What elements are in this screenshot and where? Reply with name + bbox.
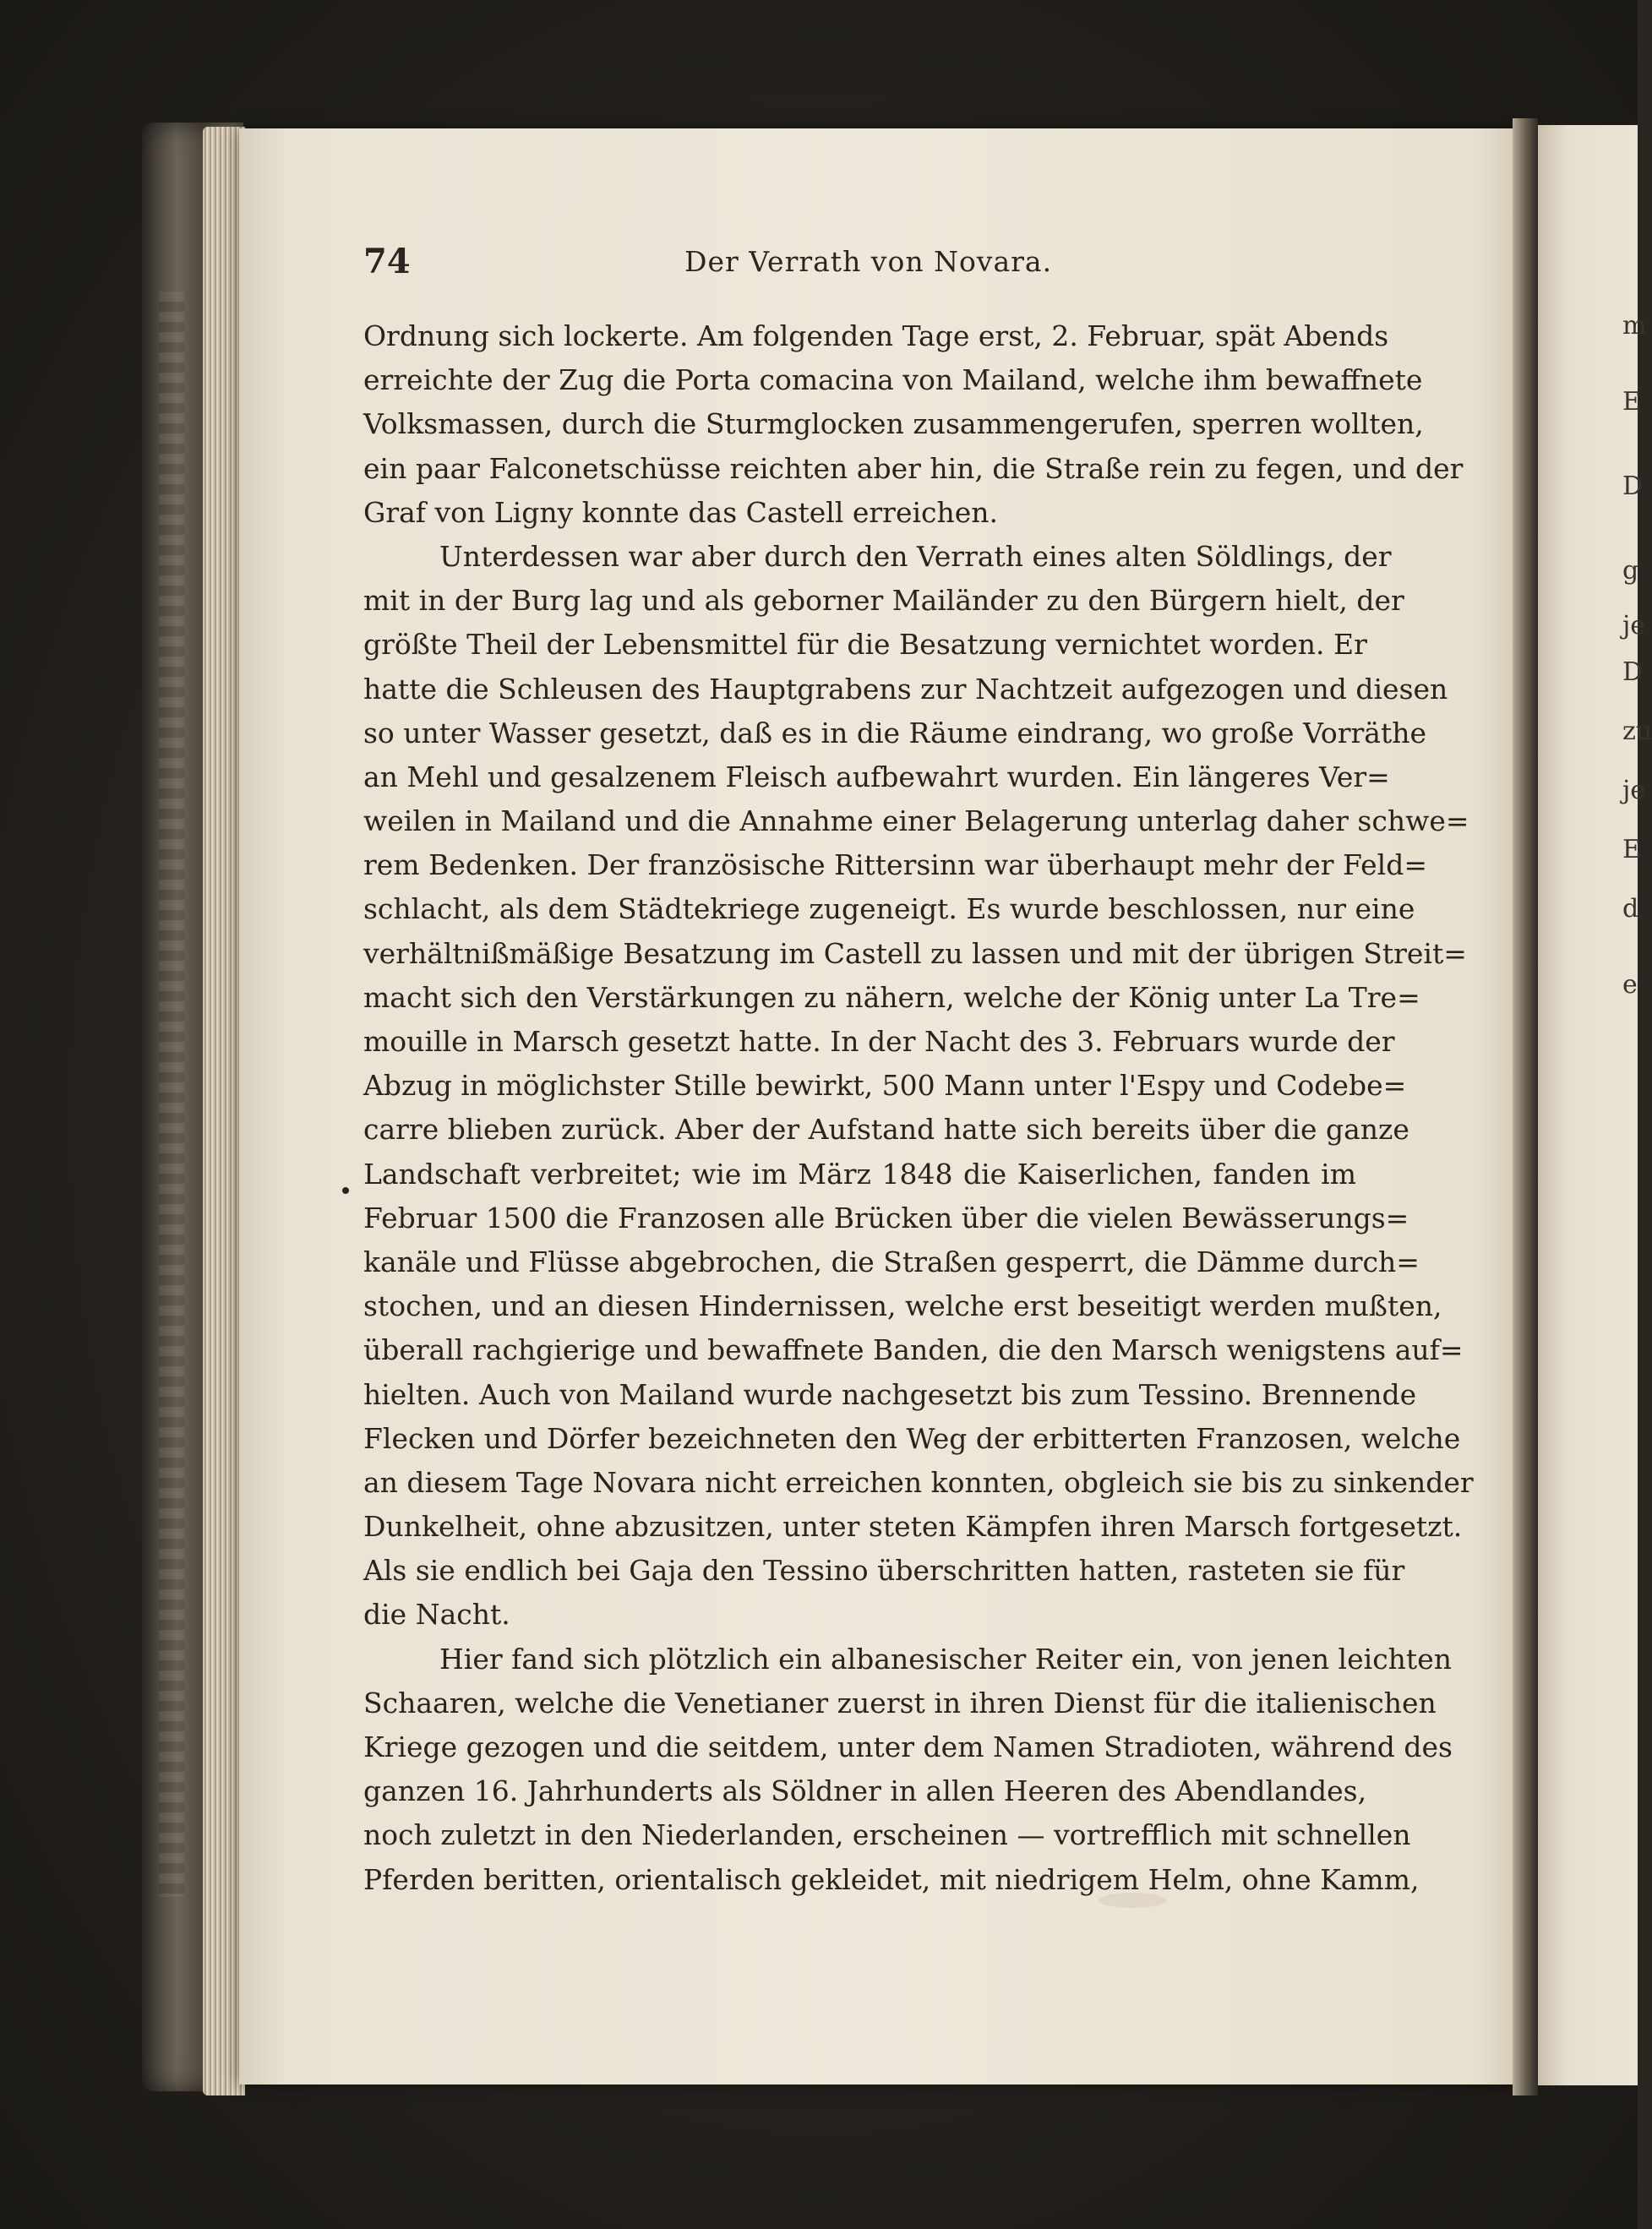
text-line: die Nacht.: [363, 1598, 510, 1632]
text-line: macht sich den Verstärkungen zu nähern, welche der König unter La Tre=: [363, 980, 1420, 1014]
running-head: [363, 242, 1356, 284]
page-number: 74: [363, 242, 411, 281]
facing-page-fragment: D: [1622, 471, 1644, 501]
text-line: Ordnung sich lockerte. Am folgenden Tage erst, 2. Februar, spät Abends: [363, 319, 1389, 352]
text-line: überall rachgierige und bewaffnete Banden, die den Marsch wenigstens auf=: [363, 1333, 1464, 1367]
text-line: Pferden beritten, orientalisch gekleidet, mit niedrigem Helm, ohne Kamm,: [363, 1862, 1420, 1896]
text-line: Unterdessen war aber durch den Verrath eines alten Söldlings, der: [439, 539, 1392, 573]
running-title: Der Verrath von Novara.: [684, 245, 1053, 278]
body-text: [363, 314, 1474, 1902]
facing-page-fragment: zu: [1622, 717, 1652, 746]
facing-page-fragment: je: [1622, 776, 1646, 805]
facing-page-fragment: E: [1622, 387, 1641, 417]
facing-page-fragment: m: [1622, 311, 1647, 341]
paragraph: [363, 314, 1464, 535]
text-line: so unter Wasser gesetzt, daß es in die Räume eindrang, wo große Vorräthe: [363, 716, 1427, 749]
text-line: carre blieben zurück. Aber der Aufstand hatte sich bereits über die ganze: [363, 1113, 1409, 1147]
facing-page-fragment: je: [1622, 611, 1646, 640]
text-line: Graf von Ligny konnte das Castell erreichen.: [363, 495, 999, 529]
text-line: Volksmassen, durch die Sturmglocken zusammengerufen, sperren wollten,: [363, 407, 1424, 441]
text-line: weilen in Mailand und die Annahme einer Belagerung unterlag daher schwe=: [363, 804, 1469, 838]
text-line: rem Bedenken. Der französische Rittersinn war überhaupt mehr der Feld=: [363, 848, 1427, 882]
book-gutter: [1513, 118, 1538, 2095]
text-line: Schaaren, welche die Venetianer zuerst in ihren Dienst für die italienischen: [363, 1686, 1437, 1719]
facing-page-fragment: e: [1622, 970, 1638, 1000]
text-line: mouille in Marsch gesetzt hatte. In der Nacht des 3. Februars wurde der: [363, 1025, 1395, 1058]
text-line: Landschaft verbreitet; wie im März 1848 die Kaiserlichen, fanden im: [363, 1157, 1356, 1191]
text-line: Dunkelheit, ohne abzusitzen, unter steten Kämpfen ihren Marsch fortgesetzt.: [363, 1510, 1463, 1544]
text-line: ganzen 16. Jahrhunderts als Söldner in allen Heeren des Abendlandes,: [363, 1774, 1367, 1808]
text-line: erreichte der Zug die Porta comacina von Mailand, welche ihm bewaffnete: [363, 363, 1423, 397]
text-line: an Mehl und gesalzenem Fleisch aufbewahrt wurden. Ein längeres Ver=: [363, 760, 1390, 793]
facing-page-fragment: d: [1622, 894, 1639, 924]
text-line: Kriege gezogen und die seitdem, unter dem Namen Stradioten, während des: [363, 1730, 1453, 1763]
ink-mark: [342, 1187, 349, 1194]
text-line: stochen, und an diesen Hindernissen, welche erst beseitigt werden mußten,: [363, 1289, 1442, 1323]
text-line: schlacht, als dem Städtekriege zugeneigt. Es wurde beschlossen, nur eine: [363, 892, 1415, 926]
paragraph: [363, 1638, 1453, 1902]
text-line: mit in der Burg lag und als geborner Mailänder zu den Bürgern hielt, der: [363, 584, 1404, 618]
text-line: Flecken und Dörfer bezeichneten den Weg der erbitterten Franzosen, welche: [363, 1421, 1461, 1455]
text-line: verhältnißmäßige Besatzung im Castell zu lassen und mit der übrigen Streit=: [363, 936, 1467, 970]
text-line: Februar 1500 die Franzosen alle Brücken über die vielen Bewässerungs=: [363, 1201, 1409, 1234]
text-line: kanäle und Flüsse abgebrochen, die Straßen gesperrt, die Dämme durch=: [363, 1245, 1420, 1278]
text-line: ein paar Falconetschüsse reichten aber hin, die Straße rein zu fegen, und der: [363, 451, 1464, 485]
facing-page-fragment: g: [1622, 556, 1639, 586]
text-line: noch zuletzt in den Niederlanden, erscheinen — vortrefflich mit schnellen: [363, 1818, 1411, 1852]
text-line: an diesem Tage Novara nicht erreichen konnten, obgleich sie bis zu sinkender: [363, 1465, 1474, 1499]
facing-page-fragment: E: [1622, 835, 1641, 864]
text-line: Hier fand sich plötzlich ein albanesischer Reiter ein, von jenen leichten: [439, 1642, 1452, 1676]
facing-page-edge: [1538, 125, 1652, 2085]
text-line: Abzug in möglichster Stille bewirkt, 500 Mann unter l'Espy und Codebe=: [363, 1069, 1407, 1103]
text-line: Als sie endlich bei Gaja den Tessino überschritten hatten, rasteten sie für: [363, 1554, 1405, 1588]
paper-stain: [1099, 1893, 1166, 1908]
paragraph: [363, 535, 1474, 1638]
text-line: hatte die Schleusen des Hauptgrabens zur Nachtzeit aufgezogen und diesen: [363, 672, 1448, 706]
text-line: hielten. Auch von Mailand wurde nachgesetzt bis zum Tessino. Brennende: [363, 1377, 1417, 1411]
facing-page-fragment: D: [1622, 657, 1644, 687]
text-line: größte Theil der Lebensmittel für die Besatzung vernichtet worden. Er: [363, 628, 1367, 662]
